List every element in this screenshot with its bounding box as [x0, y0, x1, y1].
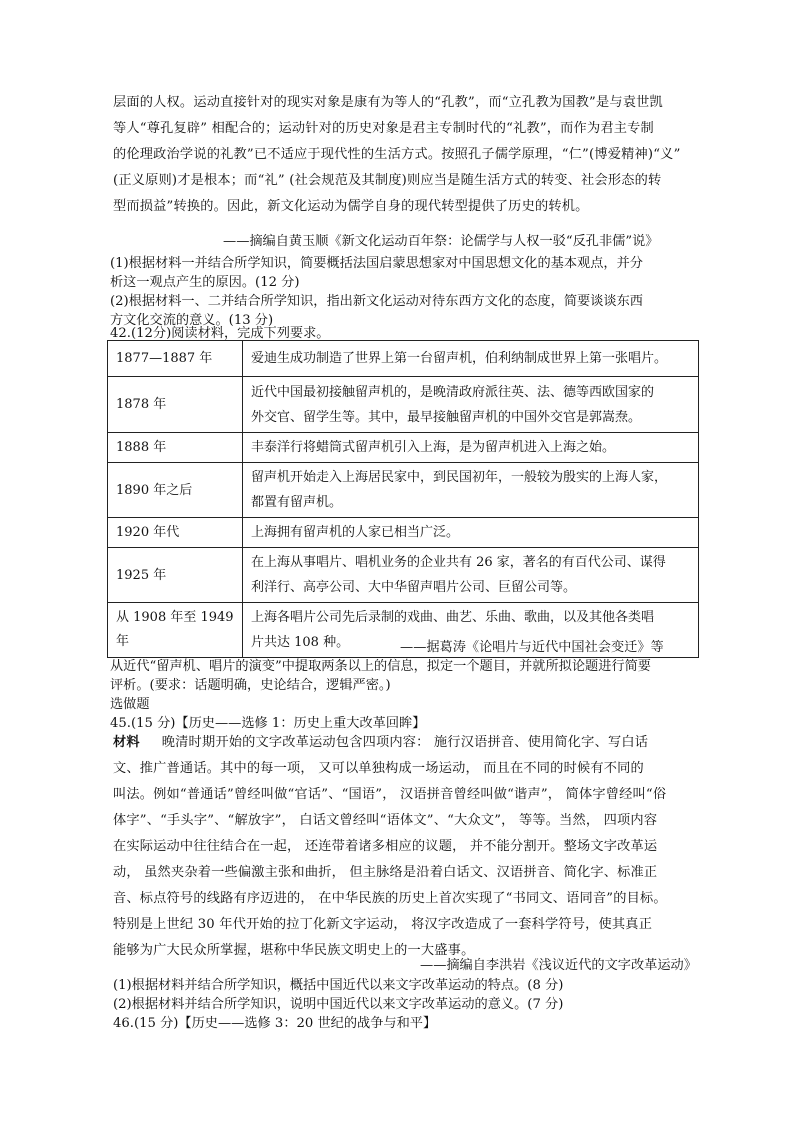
- passage-line: 层面的人权。运动直接针对的现实对象是康有为等人的“孔教”，而“立孔教为国教”是与袁世凯: [113, 95, 663, 110]
- year-cell: 1890 年之后: [108, 463, 243, 518]
- question-line: 析这一观点产生的原因。(12 分): [110, 275, 300, 290]
- year-cell: 1920 年代: [108, 518, 243, 548]
- passage-line: 材料 晚清时期开始的文字改革运动包含四项内容： 施行汉语拼音、使用简化字、写白话: [113, 735, 649, 750]
- question-line: (2)根据材料并结合所学知识，说明中国近代以来文字改革运动的意义。(7 分): [113, 997, 564, 1012]
- question-line: 方文化交流的意义。(13 分): [110, 313, 274, 328]
- year-cell: 1878 年: [108, 377, 243, 433]
- question-header: 45.(15 分)【历史——选修 1：历史上重大改革回眸】: [110, 716, 426, 731]
- passage-line: 体字”、“手头字”、“解放字”， 白话文曾经叫“语体文”、“大众文”， 等等。当然， 四项内容: [113, 813, 658, 828]
- question-header: 42.(12分)阅读材料，完成下列要求。: [110, 326, 330, 341]
- question-line: (2)根据材料一、二并结合所学知识，指出新文化运动对待东西方文化的态度，简要谈谈东西: [110, 294, 643, 309]
- event-cell: 爱迪生成功制造了世界上第一台留声机，伯利纳制成世界上第一张唱片。: [243, 341, 699, 377]
- event-cell: 近代中国最初接触留声机的，是晚清政府派往英、法、德等西欧国家的 外交官、留学生等。其中，最早接触留声机的中国外交官是郭嵩焘。: [243, 377, 699, 433]
- passage-line: 音、标点符号的线路有序迈进的， 在中华民族的历史上首次实现了“书同文、语同音”的目标。: [113, 891, 667, 906]
- passage-line: (正义原则)才是根本；而“礼” (社会规范及其制度)则应当是随生活方式的转变、社会形态的转: [113, 173, 662, 188]
- passage-line: 文、推广普通话。其中的每一项， 又可以单独构成一场运动， 而且在不同的时候有不同的: [113, 761, 644, 776]
- passage-line: 在实际运动中往往结合在一起， 还连带着诸多相应的议题， 并不能分割开。整场文字改革运: [113, 839, 658, 854]
- question-line: 评析。(要求：话题明确，史论结合，逻辑严密。): [110, 678, 391, 693]
- passage-line: 叫法。例如“普通话”曾经叫做“官话”、“国语”， 汉语拼音曾经叫做“谐声”， 简体字曾经叫“俗: [113, 787, 667, 802]
- event-cell: 留声机开始走入上海居民家中，到民国初年，一般较为殷实的上海人家， 都置有留声机。: [243, 463, 699, 518]
- year-cell: 1925 年: [108, 548, 243, 603]
- table-row: [108, 341, 699, 377]
- year-cell: 1877—1887 年: [108, 341, 243, 377]
- section-label: 选做题: [110, 697, 150, 712]
- table-row: [108, 518, 699, 548]
- question-line: 从近代“留声机、唱片的演变”中提取两条以上的信息，拟定一个题目，并就所拟论题进行简要: [110, 659, 651, 674]
- passage-line: 型而损益”转换的。因此，新文化运动为儒学自身的现代转型提供了历史的转机。: [113, 199, 589, 214]
- passage-line: 能够为广大民众所掌握，堪称中华民族文明史上的一大盛事。: [113, 943, 475, 958]
- event-cell: 上海各唱片公司先后录制的戏曲、曲艺、乐曲、歌曲，以及其他各类唱 片共达 108 种。: [243, 603, 699, 658]
- timeline-table: [107, 340, 699, 658]
- question-line: (1)根据材料一并结合所学知识，简要概括法国启蒙思想家对中国思想文化的基本观点，并分: [110, 256, 643, 271]
- event-cell: 丰泰洋行将蜡筒式留声机引入上海，是为留声机进入上海之始。: [243, 433, 699, 463]
- material-label: 材料: [113, 735, 140, 750]
- event-cell: 上海拥有留声机的人家已相当广泛。: [243, 518, 699, 548]
- passage-line: 等人“尊孔复辟” 相配合的；运动针对的历史对象是君主专制时代的“礼教”，而作为君主专制: [113, 121, 654, 136]
- table-row: [108, 377, 699, 433]
- source-citation: ——据葛涛《论唱片与近代中国社会变迁》等: [400, 640, 664, 655]
- source-citation: ——摘编自李洪岩《浅议近代的文字改革运动》: [420, 958, 697, 973]
- source-citation: ——摘编自黄玉顺《新文化运动百年祭：论儒学与人权一驳“反孔非儒”说》: [223, 234, 659, 249]
- passage-line: 特别是上世纪 30 年代开始的拉丁化新文字运动， 将汉字改造成了一套科学符号，使其真正: [113, 917, 653, 932]
- question-line: (1)根据材料并结合所学知识，概括中国近代以来文字改革运动的特点。(8 分): [113, 978, 564, 993]
- year-cell: 从 1908 年至 1949 年: [108, 603, 243, 658]
- table-row: [108, 433, 699, 463]
- table-row: [108, 548, 699, 603]
- event-cell: 在上海从事唱片、唱机业务的企业共有 26 家，著名的有百代公司、谋得 利洋行、高亭公司、大中华留声唱片公司、巨留公司等。: [243, 548, 699, 603]
- passage-line: 的伦理政治学说的礼教”已不适应于现代性的生活方式。按照孔子儒学原理，“仁”(博爱精神)“义”: [113, 147, 681, 162]
- year-cell: 1888 年: [108, 433, 243, 463]
- passage-line: 动， 虽然夹杂着一些偏激主张和曲折， 但主脉络是沿着白话文、汉语拼音、简化字、标准正: [113, 865, 658, 880]
- question-header: 46.(15 分)【历史——选修 3：20 世纪的战争与和平】: [113, 1016, 437, 1031]
- table-row: [108, 463, 699, 518]
